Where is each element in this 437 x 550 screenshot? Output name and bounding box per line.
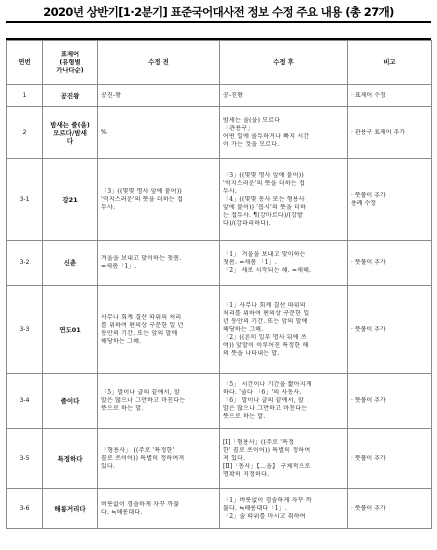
- table-row: [7, 489, 432, 529]
- table-row: [7, 85, 432, 107]
- cell-before-line: 사무나 회계 결산 따위의 처리: [101, 313, 182, 321]
- cell-headword-line: 신춘: [63, 259, 77, 267]
- cell-headword: [43, 107, 98, 159]
- cell-headword-line: 공진왕: [60, 91, 80, 100]
- table-row: [7, 374, 432, 429]
- cell-note: [348, 85, 432, 107]
- table-row: [7, 159, 432, 241]
- cell-no: 2: [7, 107, 43, 159]
- cell-headword: [43, 374, 98, 429]
- cell-after-line: 져 있다.: [223, 454, 246, 462]
- table-row: [7, 241, 432, 286]
- cell-after-line: 앞에 붙어)) '몹시'의 뜻을 더하: [223, 203, 307, 211]
- cell-before: [98, 374, 220, 429]
- cell-before-line: 동안의 기간. 또는 앞의 말에: [101, 329, 178, 337]
- cell-after-line: 「1」버릇없이 경솔하게 자꾸 까: [223, 496, 312, 504]
- cell-no: 3-4: [7, 374, 43, 429]
- cell-headword: [43, 286, 98, 374]
- table-row: [7, 107, 432, 159]
- cell-note: [348, 429, 432, 489]
- cell-headword: [43, 429, 98, 489]
- cell-after-line: '억지스러운'의 뜻을 더하는 접: [223, 179, 305, 187]
- cell-note-line: · 뜻풀이 추가: [351, 397, 386, 404]
- cell-after-line: [Ⅰ]「형용사」((주로 '특정: [223, 438, 295, 446]
- cell-headword-line: 특정하다: [57, 454, 83, 463]
- cell-after-line: 「2」술 따위를 마시고 취하여: [223, 512, 306, 520]
- cell-headword: [43, 85, 98, 107]
- header-note: 비고: [348, 41, 432, 85]
- cell-before: [98, 286, 220, 374]
- cell-before-line: 해당하는 그해.: [101, 337, 142, 345]
- cell-before: [98, 85, 220, 107]
- header-no: 연번: [7, 41, 43, 85]
- cell-before-line: 겨울을 보내고 맞이하는 첫봄.: [101, 255, 182, 262]
- cell-before-line: =새봄「1」.: [101, 263, 137, 270]
- cell-after-line: 여)) 앞말이 이루어진 특정한 해: [223, 341, 309, 349]
- cell-after-line: 「4」((몇몇 동사 또는 형용사: [223, 195, 305, 203]
- revision-table: [6, 40, 432, 529]
- cell-before: [98, 107, 220, 159]
- cell-after-line: 두사.: [223, 187, 238, 195]
- cell-after-line: 의 뜻을 나타내는 말.: [223, 349, 280, 357]
- cell-after-line: 불다. ≒해롱대다「1」.: [223, 504, 287, 512]
- cell-after: [220, 286, 348, 374]
- cell-headword-line: 줄이다: [60, 397, 80, 405]
- header-headword-line: 가나다순): [56, 66, 84, 74]
- cell-before-line: 「형용사」 ((주로 '특정한': [101, 446, 175, 454]
- cell-note-line: · 뜻풀이 추가: [351, 325, 386, 333]
- cell-before-line: 를 위하여 편의상 구분한 일 년: [101, 321, 184, 329]
- table-header-row: [7, 41, 432, 85]
- header-headword-line: (유형별: [59, 58, 81, 66]
- cell-before-line: 뜻으로 하는 말.: [101, 405, 144, 412]
- cell-before-line: '억지스러운'의 뜻을 더하는 접: [101, 195, 183, 203]
- cell-note: [348, 159, 432, 241]
- cell-after-line: 다)/(강파리하다).: [223, 219, 271, 227]
- cell-note: [348, 241, 432, 286]
- cell-after-line: 말은 많으나 그만하고 마친다는: [223, 405, 308, 412]
- cell-after: [220, 429, 348, 489]
- cell-no: 3-1: [7, 159, 43, 241]
- cell-before-line: 두사.: [101, 203, 116, 211]
- header-headword: [43, 41, 98, 85]
- cell-after-line: 어떤 일에 몰두하거나 빠지 시간: [223, 132, 310, 140]
- cell-after: [220, 374, 348, 429]
- cell-note: [348, 286, 432, 374]
- cell-note: [348, 489, 432, 529]
- table-row: [7, 429, 432, 489]
- cell-after-line: [Ⅱ]「동사」【…을】 구체적으로: [223, 462, 311, 470]
- title-underline: [6, 21, 431, 23]
- cell-headword: [43, 159, 98, 241]
- cell-before-line: %: [101, 128, 107, 136]
- cell-after-line: 「1」 겨울을 보내고 맞이하는: [223, 251, 306, 258]
- cell-no: 3-3: [7, 286, 43, 374]
- cell-after: [220, 489, 348, 529]
- cell-note-line: · 뜻풀이 추가: [351, 504, 386, 512]
- cell-after-line: 첫봄. =새봄 「1」.: [223, 259, 278, 266]
- cell-headword-line: 연도01: [59, 325, 81, 334]
- cell-note-line: · 뜻풀이 추가: [351, 454, 386, 462]
- cell-before-line: 말은 많으나 그만하고 마친다는: [101, 397, 186, 404]
- cell-after: [220, 159, 348, 241]
- cell-before-line: 있다.: [101, 462, 116, 470]
- cell-after-line: 밤새는 줄(을) 모르다: [223, 116, 281, 124]
- cell-after: [220, 107, 348, 159]
- cell-no: 3-5: [7, 429, 43, 489]
- cell-headword-line: 강21: [62, 195, 78, 204]
- cell-after: [220, 241, 348, 286]
- cell-headword: [43, 241, 98, 286]
- cell-before-line: 공진-왕: [101, 91, 122, 99]
- cell-before-line: 꼴로 쓰이어)) 특별히 정하여져: [101, 454, 185, 462]
- cell-headword: [43, 489, 98, 529]
- cell-before-line: 「5」말이나 글의 끝에서, 할: [101, 389, 180, 396]
- cell-no: 1: [7, 85, 43, 107]
- cell-after-line: 「관용구」: [223, 124, 254, 132]
- cell-headword-line: 해롱거리다: [54, 504, 86, 513]
- cell-after-line: 이 가는 것을 모르다.: [223, 140, 280, 148]
- cell-after-line: 「3」((몇몇 명사 앞에 붙어)): [223, 171, 304, 179]
- header-after: 수정 후: [220, 41, 348, 85]
- header-headword-line: 표제어: [60, 50, 80, 58]
- cell-note-line: 용례 수정: [351, 199, 377, 207]
- cell-before: [98, 241, 220, 286]
- page-title: 2020년 상반기[1·2분기] 표준국어대사전 정보 수정 주요 내용 (총 27개): [43, 5, 394, 19]
- cell-before-line: 「3」((몇몇 명사 앞에 붙어)): [101, 187, 182, 195]
- cell-note: [348, 374, 432, 429]
- cell-headword-line: 모르다/밤새: [53, 128, 87, 137]
- cell-headword-line: 다: [66, 136, 74, 145]
- cell-before-line: 다. ≒해롱대다.: [101, 508, 143, 516]
- cell-note-line: · 뜻풀이 추가: [351, 191, 386, 199]
- cell-before-line: 버릇없이 경솔하게 자꾸 까불: [101, 500, 180, 508]
- cell-after-line: 한' 꼴로 쓰이어)) 특별히 정하여: [223, 446, 311, 454]
- cell-after-line: 「5」 시간이나 기간을 짧아지게: [223, 381, 312, 388]
- cell-before: [98, 429, 220, 489]
- cell-after-line: 「2」 새로 시작되는 해. =새해.: [223, 267, 312, 274]
- cell-after-line: 「1」사무나 회계 결산 따위의: [223, 301, 306, 309]
- cell-after-line: 명확히 지정하다.: [223, 470, 270, 478]
- cell-no: 3-6: [7, 489, 43, 529]
- cell-after-line: 년 동안의 기간. 또는 앞의 말에: [223, 317, 308, 325]
- cell-note-line: · 표제어 수정: [351, 91, 386, 99]
- cell-after-line: 처리를 위하여 편의상 구분한 일: [223, 309, 310, 317]
- cell-note-line: · 관용구 표제어 추가: [351, 128, 405, 136]
- cell-after-line: 「6」 말이나 글의 끝에서, 할: [223, 397, 304, 404]
- cell-note: [348, 107, 432, 159]
- cell-before: [98, 159, 220, 241]
- cell-before: [98, 489, 220, 529]
- cell-headword-line: 밤새는 줄(을): [50, 120, 90, 129]
- cell-after: [220, 85, 348, 107]
- cell-after-line: 「2」((흔히 일부 명사 뒤에 쓰: [223, 333, 307, 341]
- cell-after-line: 하다. '줄다 「6」'의 사동사.: [223, 389, 302, 396]
- cell-after-line: 해당하는 그해.: [223, 325, 264, 333]
- cell-note-line: · 뜻풀이 추가: [351, 259, 386, 266]
- cell-after-line: 뜻으로 하는 말.: [223, 413, 266, 420]
- table-row: [7, 286, 432, 374]
- header-before: 수정 전: [98, 41, 220, 85]
- cell-after-line: 는 접두사. ¶(강마르다)/(강밭: [223, 211, 304, 219]
- cell-after-line: 공-진왕: [223, 91, 244, 99]
- cell-no: 3-2: [7, 241, 43, 286]
